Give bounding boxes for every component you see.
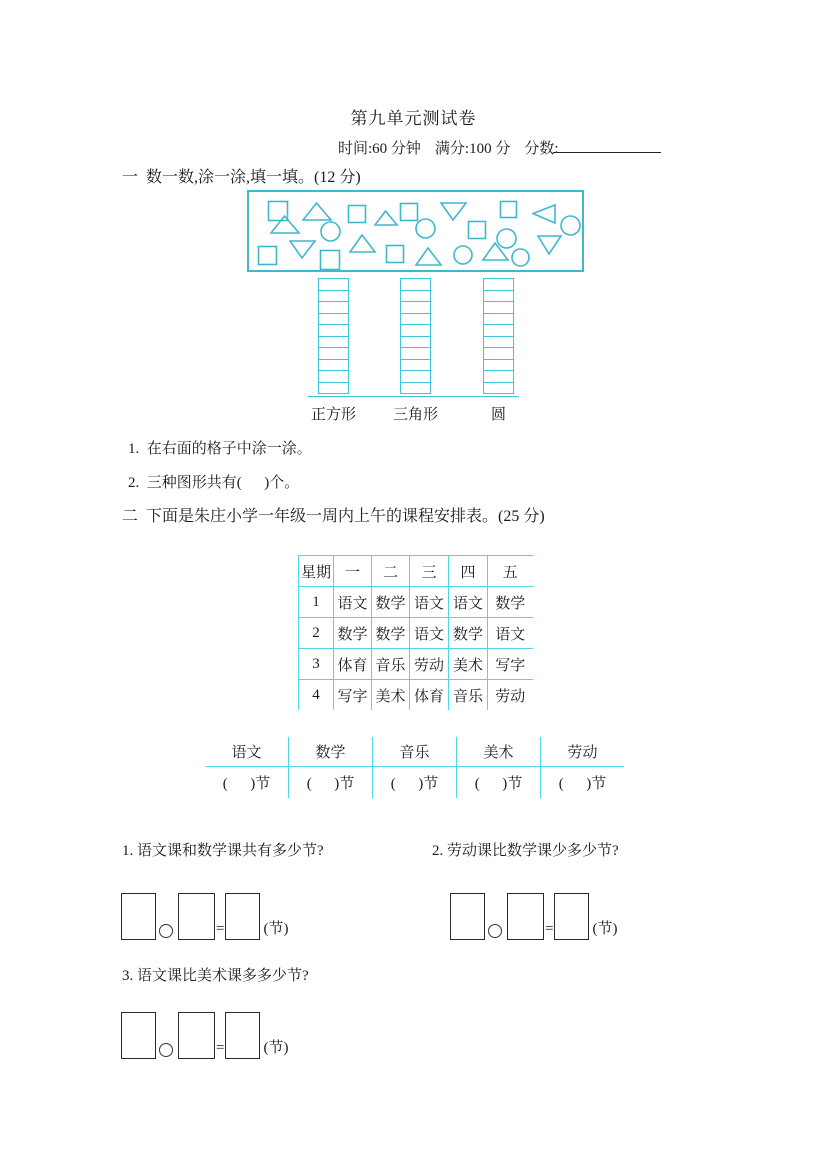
schedule-row [299, 680, 533, 711]
time-label: 时间:60 分钟 [338, 141, 421, 157]
count-subject-cell: 劳动 [541, 737, 625, 767]
unit-label: (节) [592, 921, 618, 937]
operator-circle-placeholder[interactable] [488, 924, 502, 938]
count-subject-cell: 语文 [231, 745, 262, 761]
answer-box[interactable] [450, 893, 485, 940]
schedule-cell: 五 [488, 556, 533, 587]
answer-box[interactable] [178, 1012, 215, 1059]
count-subject-cell: 音乐 [373, 737, 457, 767]
section1-heading: 一 数一数,涂一涂,填一填。(12 分) [122, 169, 361, 186]
schedule-row [299, 649, 533, 680]
count-header-row [205, 737, 624, 767]
equals-sign: = [216, 921, 225, 937]
item-2: 2. 三种图形共有( )个。 [128, 475, 300, 491]
tally-cell[interactable] [484, 324, 513, 336]
schedule-cell: 美术 [449, 649, 488, 680]
tally-cell[interactable] [401, 336, 430, 348]
count-blank-cell[interactable]: ( )节 [205, 767, 289, 799]
count-blank-cell[interactable]: ( )节 [541, 767, 625, 799]
schedule-cell: 2 [299, 618, 334, 649]
schedule-cell: 一 [334, 556, 372, 587]
count-subject-cell: 数学 [289, 737, 373, 767]
schedule-header-row [299, 556, 533, 587]
question-1: 1. 语文课和数学课共有多少节? [122, 843, 324, 859]
tally-cell[interactable] [319, 313, 348, 325]
tally-cell[interactable] [319, 301, 348, 313]
tally-cell[interactable] [484, 301, 513, 313]
schedule-row [299, 618, 533, 649]
section2-heading: 二 下面是朱庄小学一年级一周内上午的课程安排表。(25 分) [122, 508, 545, 525]
tally-cell[interactable] [401, 290, 430, 302]
unit-label: (节) [263, 921, 289, 937]
answer-box[interactable] [225, 893, 260, 940]
square-icon [499, 200, 519, 220]
triangle-down-icon [289, 240, 317, 260]
tally-cell[interactable] [401, 313, 430, 325]
circle-icon [559, 214, 582, 237]
schedule-cell: 数学 [449, 618, 488, 649]
question-2: 2. 劳动课比数学课少多少节? [432, 843, 619, 859]
schedule-cell: 数学 [488, 587, 533, 618]
tally-cell[interactable] [319, 324, 348, 336]
lesson-count-table [205, 737, 624, 798]
answer-group-1 [121, 893, 288, 940]
square-icon [385, 244, 406, 265]
schedule-cell: 1 [299, 587, 334, 618]
tally-cell[interactable] [401, 301, 430, 313]
tally-baseline [308, 396, 519, 397]
tally-cell[interactable] [401, 382, 430, 394]
schedule-cell: 体育 [410, 680, 449, 711]
circle-icon [319, 220, 342, 243]
answer-box[interactable] [554, 893, 589, 940]
schedule-cell: 三 [410, 556, 449, 587]
triangle-up-icon [270, 215, 301, 235]
count-blank-cell[interactable]: ( )节 [457, 767, 541, 799]
tally-cell[interactable] [319, 382, 348, 394]
schedule-table [298, 555, 533, 710]
circle-icon [510, 247, 531, 268]
tally-column [483, 278, 514, 423]
triangle-up-icon [415, 247, 443, 267]
tally-column-label: 正方形 [310, 407, 357, 423]
tally-cell[interactable] [319, 279, 348, 290]
question-3: 3. 语文课比美术课多多少节? [122, 968, 309, 984]
tally-column [310, 278, 357, 423]
schedule-cell: 语文 [410, 618, 449, 649]
answer-group-2 [450, 893, 617, 940]
schedule-cell: 二 [372, 556, 410, 587]
schedule-cell: 四 [449, 556, 488, 587]
schedule-cell: 数学 [334, 618, 372, 649]
schedule-cell: 劳动 [488, 680, 533, 711]
tally-cell[interactable] [484, 347, 513, 359]
square-icon [319, 249, 342, 272]
tally-cell[interactable] [484, 370, 513, 382]
schedule-cell: 音乐 [372, 649, 410, 680]
answer-box[interactable] [225, 1012, 260, 1059]
schedule-cell: 音乐 [449, 680, 488, 711]
triangle-left-icon [532, 204, 557, 225]
answer-box[interactable] [507, 893, 544, 940]
count-blank-cell[interactable]: ( )节 [289, 767, 373, 799]
answer-group-3 [121, 1012, 288, 1059]
operator-circle-placeholder[interactable] [159, 924, 173, 938]
unit-label: (节) [263, 1040, 289, 1056]
tally-cell[interactable] [401, 279, 430, 290]
tally-cell[interactable] [484, 359, 513, 371]
schedule-cell: 3 [299, 649, 334, 680]
schedule-cell: 星期 [299, 556, 334, 587]
triangle-down-icon [537, 235, 563, 256]
count-blank-row [205, 767, 624, 799]
schedule-cell: 语文 [449, 587, 488, 618]
tally-cell[interactable] [319, 336, 348, 348]
tally-column-label: 三角形 [392, 407, 439, 423]
answer-box[interactable] [121, 1012, 156, 1059]
tally-cell[interactable] [319, 347, 348, 359]
schedule-cell: 数学 [372, 587, 410, 618]
tally-cell[interactable] [319, 370, 348, 382]
count-blank-cell[interactable]: ( )节 [373, 767, 457, 799]
tally-cell[interactable] [484, 336, 513, 348]
tally-cell[interactable] [401, 347, 430, 359]
page-title: 第九单元测试卷 [350, 109, 477, 128]
tally-cell[interactable] [401, 324, 430, 336]
tally-cell[interactable] [401, 370, 430, 382]
score-blank-field[interactable] [553, 138, 661, 153]
schedule-cell: 写字 [488, 649, 533, 680]
answer-box[interactable] [178, 893, 215, 940]
circle-icon [414, 217, 437, 240]
square-icon [257, 245, 279, 267]
count-subject-cell: 美术 [457, 737, 541, 767]
tally-cell[interactable] [484, 290, 513, 302]
schedule-cell: 数学 [372, 618, 410, 649]
item-1: 1. 在右面的格子中涂一涂。 [128, 441, 312, 457]
schedule-cell: 劳动 [410, 649, 449, 680]
tally-cell[interactable] [484, 313, 513, 325]
schedule-cell: 语文 [334, 587, 372, 618]
header-info [338, 137, 675, 158]
triangle-up-icon [349, 234, 377, 254]
schedule-cell: 美术 [372, 680, 410, 711]
equals-sign: = [545, 921, 554, 937]
schedule-cell: 体育 [334, 649, 372, 680]
schedule-row [299, 587, 533, 618]
tally-cell[interactable] [319, 290, 348, 302]
triangle-down-icon [440, 202, 468, 222]
schedule-cell: 写字 [334, 680, 372, 711]
tally-cell[interactable] [319, 359, 348, 371]
shapes-counting-box [247, 190, 584, 272]
triangle-up-icon [302, 202, 333, 222]
schedule-cell: 语文 [410, 587, 449, 618]
tally-cell[interactable] [484, 382, 513, 394]
answer-box[interactable] [121, 893, 156, 940]
triangle-up-icon [374, 210, 399, 227]
schedule-cell: 语文 [488, 618, 533, 649]
square-icon [467, 220, 488, 241]
circle-icon [452, 244, 474, 266]
equals-sign: = [216, 1040, 225, 1056]
full-score-label: 满分:100 分 [434, 141, 511, 157]
score-label: 分数: [524, 141, 559, 157]
operator-circle-placeholder[interactable] [159, 1043, 173, 1057]
square-icon [347, 204, 368, 225]
tally-cell[interactable] [401, 359, 430, 371]
triangle-up-icon [482, 242, 510, 262]
tally-cell[interactable] [484, 279, 513, 290]
tally-column-label: 圆 [490, 407, 507, 423]
schedule-cell: 4 [299, 680, 334, 711]
tally-column [392, 278, 439, 423]
